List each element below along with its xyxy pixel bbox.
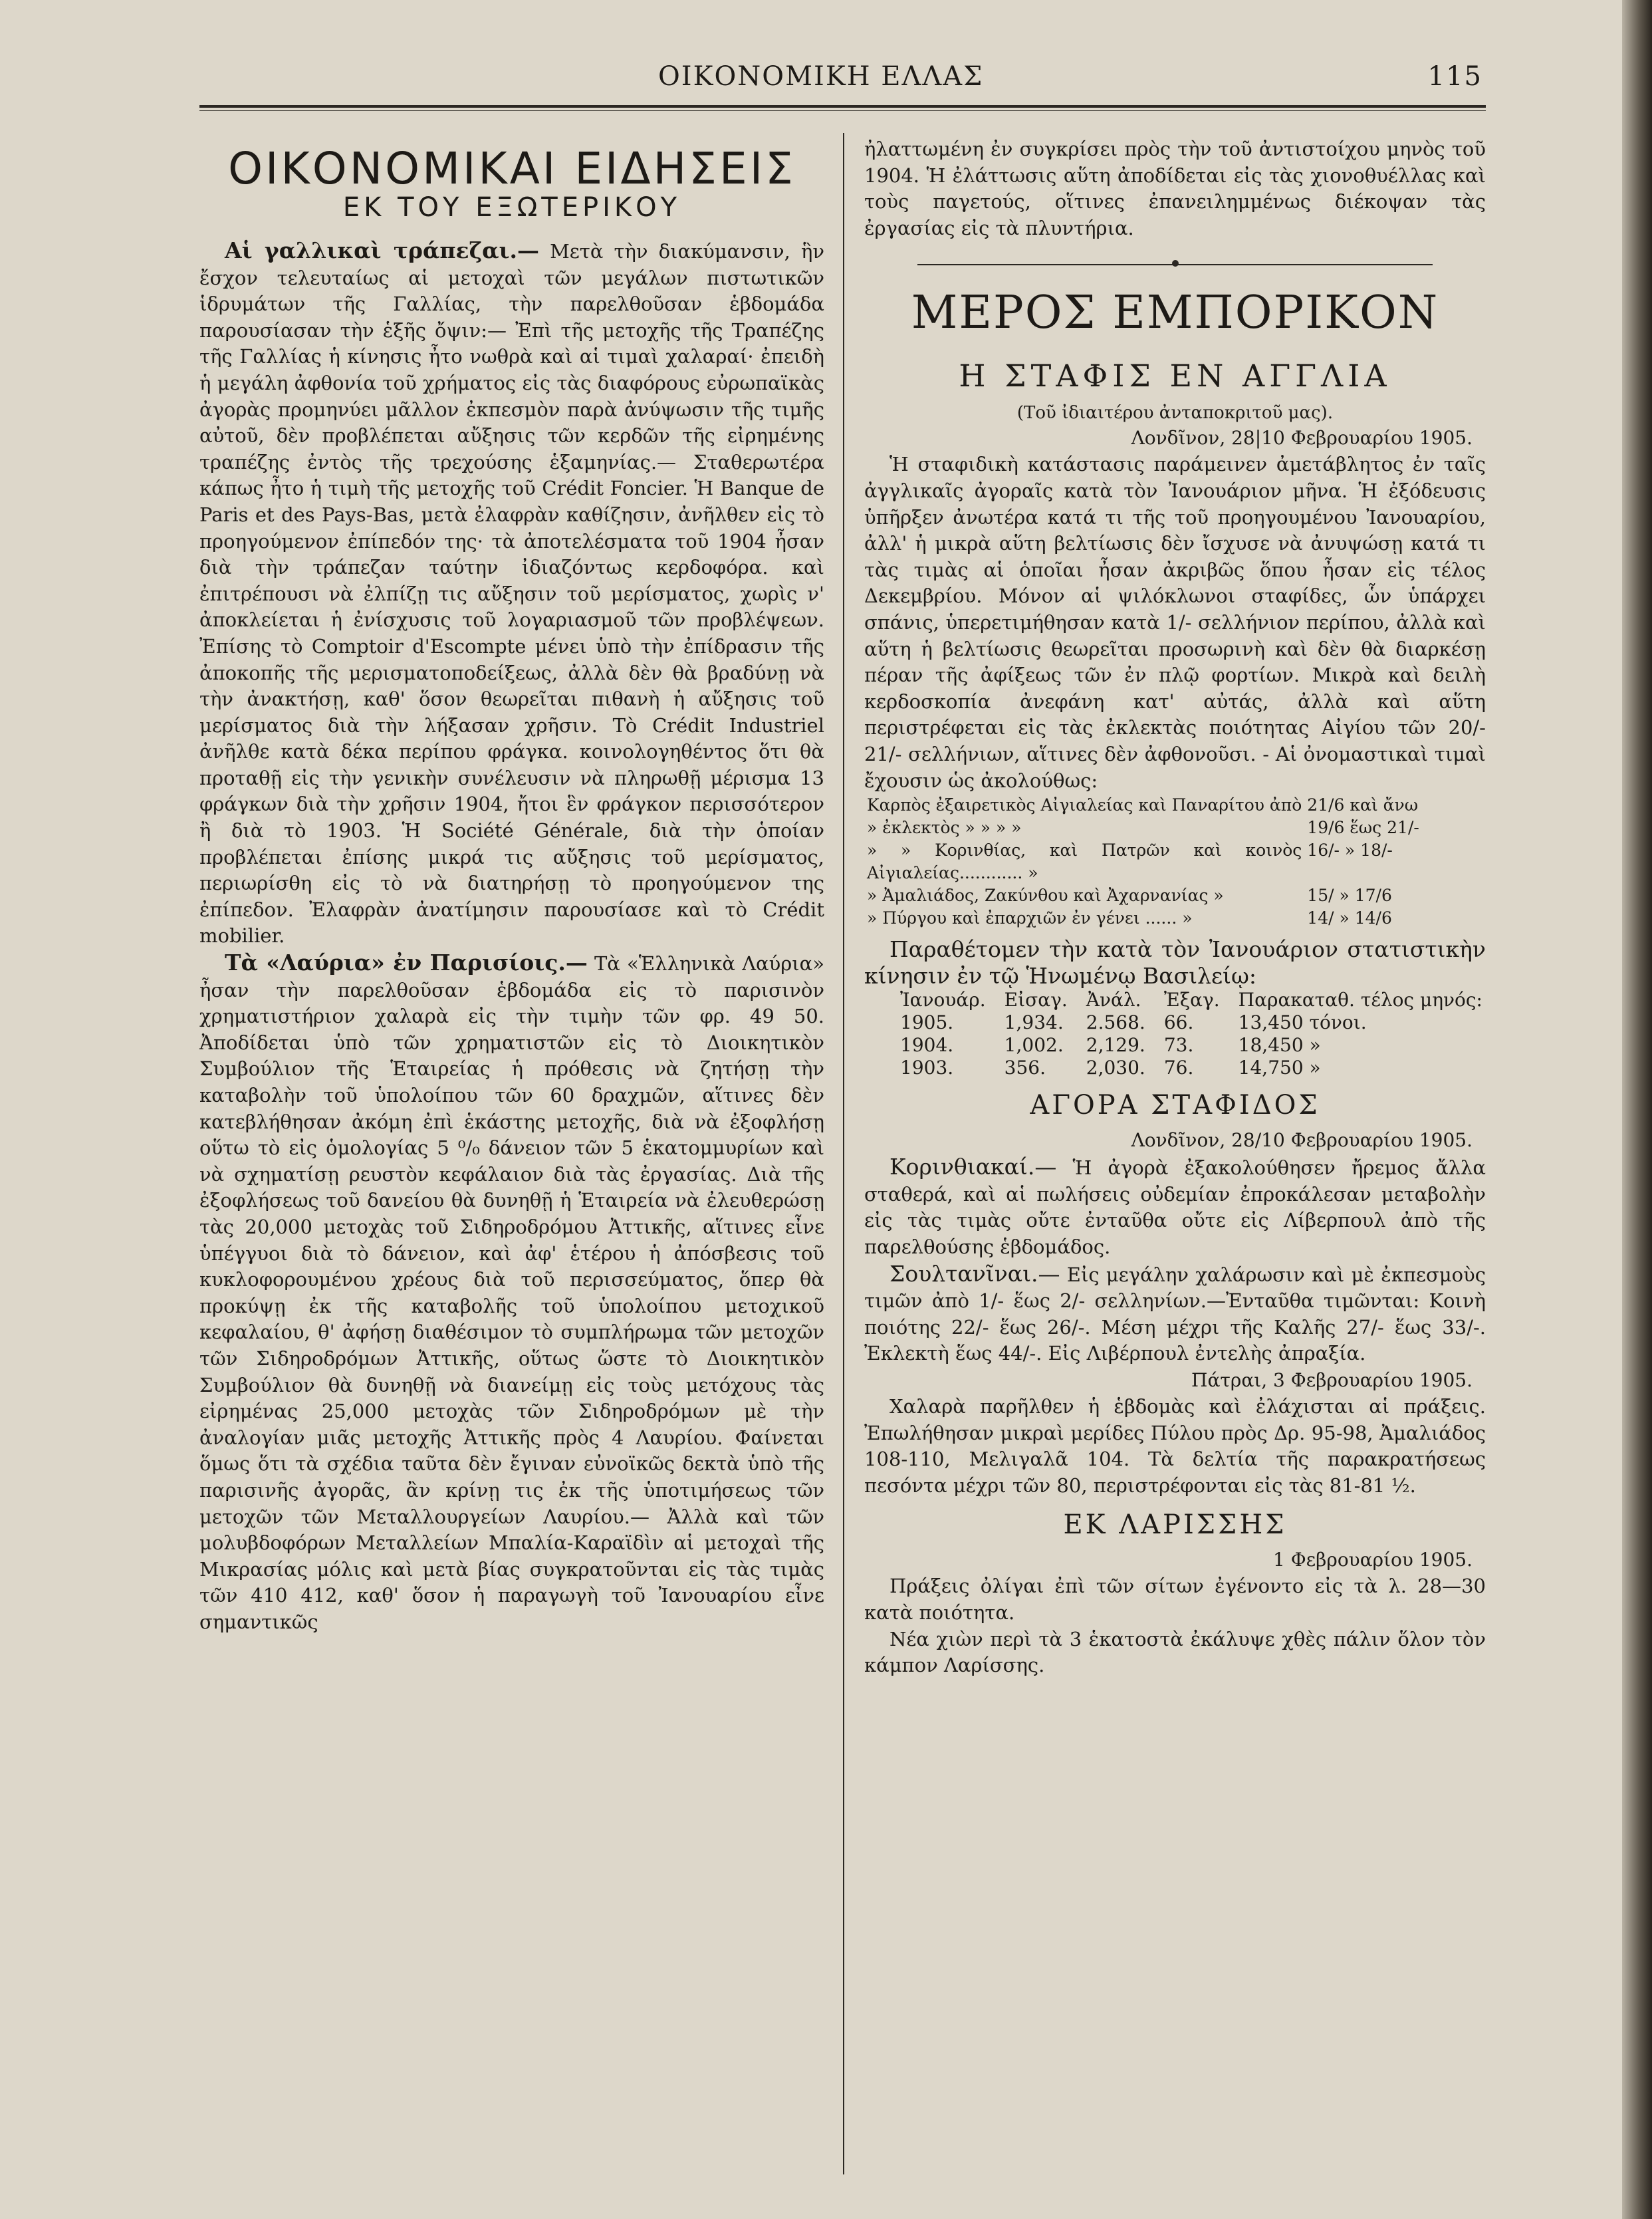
stats-cell: 1,002. xyxy=(1004,1034,1064,1057)
price-item: » ἐκλεκτὸς » » » » xyxy=(867,818,1022,838)
price-row xyxy=(864,884,1422,907)
stats-table xyxy=(891,989,1492,1079)
section-subheading: ΕΚ ΤΟΥ ΕΞΩΤΕΡΙΚΟΥ xyxy=(342,192,681,223)
page-number: 115 xyxy=(1427,61,1482,92)
running-title: ΟΙΚΟΝΟΜΙΚΗ ΕΛΛΑΣ xyxy=(658,61,984,92)
report-body: Εἰς μεγάλην χαλάρωσιν καὶ μὲ ἐκπεσμοὺς τιμῶν ἀπὸ 1/- ἕως 2/- σελληνίων.—Ἐνταῦθα τιμῶνται: Κοινὴ ποιότης 22/- ἕως 26/-. Μέση μέχρι τῆς Καλῆς 27/- ἕως 33/-. Ἐκλεκτὴ ἕως 44/-. Εἰς Λιβέρπουλ ἐντελὴς ἀπραξία. xyxy=(864,1263,1486,1365)
header-rule-thin xyxy=(199,110,1486,111)
continuation-text: ἠλαττωμένη ἐν συγκρίσει πρὸς τὴν τοῦ ἀντιστοίχου μηνὸς τοῦ 1904. Ἡ ἐλάττωσις αὕτη ἀποδίδεται εἰς τὰς χιονοθυέλλας καὶ τοὺς παγετούς, οἵτινες ἐπανειλημμένως διέκοψαν τὰς ἐργασίας εἰς τὰ πλυντήρια. xyxy=(864,138,1486,239)
report-body: Ἡ ἀγορὰ ἐξακολούθησεν ἤρεμος ἄλλα σταθερά, καὶ αἱ πωλήσεις οὐδεμίαν ἐπροκάλεσαν μεταβολὴν εἰς τὰς τιμὰς οὔτε ἐνταῦθα οὔτε εἰς Λίβερπουλ ἀπὸ τῆς παρελθούσης ἑβδομάδος. xyxy=(864,1156,1486,1259)
price-row xyxy=(864,839,1422,884)
larissa-dateline: 1 Φεβρουαρίου 1905. xyxy=(1273,1549,1473,1571)
header-rule xyxy=(199,105,1486,108)
left-column xyxy=(199,136,824,1635)
article-lead: Τὰ «Λαύρια» ἐν Παρισίοις.— xyxy=(225,950,588,976)
stats-cell: 73. xyxy=(1163,1034,1194,1057)
stats-cell: 1903. xyxy=(900,1057,954,1079)
patras-report: Χαλαρὰ παρῆλθεν ἡ ἑβδομὰς καὶ ἐλάχισται αἱ πράξεις. Ἐπωλήθησαν μικραὶ μερίδες Πύλου πρὸς Δρ. 95-98, Ἀμαλιάδος 108-110, Μελιγαλᾶ 104. Τὰ δελτία τῆς παρακρατήσεως πεσόντα μέχρι τῶν 80, περιστρέφονται εἰς τὰς 81-81 ½. xyxy=(864,1395,1486,1497)
stats-header: Ἀνάλ. xyxy=(1086,989,1141,1011)
price-value: 15/ » 17/6 xyxy=(1307,886,1392,906)
stats-header: Εἰσαγ. xyxy=(1004,989,1068,1011)
stats-cell: 13,450 τόνοι. xyxy=(1238,1011,1367,1034)
market-dateline: Λονδῖνον, 28/10 Φεβρουαρίου 1905. xyxy=(1131,1129,1473,1152)
report-lead: Σουλτανῖναι.— xyxy=(889,1260,1060,1287)
larissa-report: Νέα χιὼν περὶ τὰ 3 ἑκατοστὰ ἐκάλυψε χθὲς πάλιν ὅλον τὸν κάμπον Λαρίσσης. xyxy=(864,1627,1486,1677)
stats-cell: 14,750 » xyxy=(1238,1057,1321,1079)
separator-dot xyxy=(1172,260,1179,267)
stats-cell: 66. xyxy=(1163,1011,1194,1034)
sultanina-report xyxy=(864,1261,1486,1367)
article-body: Μετὰ τὴν διακύμανσιν, ἣν ἔσχον τελευταίως αἱ μετοχαὶ τῶν μεγάλων πιστωτικῶν ἱδρυμάτων τῆς Γαλλίας, τὴν παρελθοῦσαν ἑβδομάδα παρουσίασαν τὴν ἑξῆς ὄψιν:— Ἐπὶ τῆς μετοχῆς τῆς Τραπέζης τῆς Γαλλίας ἡ κίνησις ἦτο νωθρὰ καὶ αἱ τιμαὶ χαλαραί· ἐπειδὴ ἡ μεγάλη ἀφθονία τοῦ χρήματος εἰς τὰς διαφόρους εὐρωπαϊκὰς ἀγορὰς προμηνύει μᾶλλον ἐκπεσμὸν παρὰ ἀνύψωσιν τῆς τιμῆς αὐτοῦ, δὲν προβλέπεται αὔξησις τῶν κερδῶν τῆς εἰρημένης τραπέζης ἐντὸς τῆς τρεχούσης ἑξαμηνίας.— Σταθερωτέρα κάπως ἦτο ἡ τιμὴ τῆς μετοχῆς τοῦ Crédit Foncier. Ἡ Banque de Paris et des Pays-Bas, μετὰ ἐλαφρὰν καθίζησιν, ἀνῆλθεν εἰς τὸ προηγούμενον ἐπίπεδόν της· τὰ ἀποτελέσματα τοῦ 1904 ἦσαν διὰ τὴν τράπεζαν ταύτην ἰδιαζόντως κερδοφόρα. καὶ ἐπιτρέπουσι νὰ ἐλπίζῃ τις αὔξησιν τοῦ μερίσματος, χωρὶς ν' ἀποκλείεται ἡ ἐνίσχυσις τοῦ λογαριασμοῦ τῶν προβλέψεων. Ἐπίσης τὸ Comptoir d'Escompte μένει ὑπὸ τὴν ἐπίδρασιν τῆς ἀποκοπῆς τῆς μερισματοποδείξεως, ἀλλὰ δὲν θὰ βραδύνῃ νὰ τὴν ἀνακτήσῃ, καθ' ὅσον θεωρεῖται πιθανὴ ἡ αὔξησις τοῦ μερίσματος διὰ τὴν λήξασαν χρῆσιν. Τὸ Crédit Industriel ἀνῆλθε κατὰ δέκα περίπου φράγκα. κοινολογηθέντος ὅτι θὰ προταθῇ εἰς τὴν γενικὴν συνέλευσιν νὰ πληρωθῇ μέρισμα 13 φράγκων διὰ τὴν χρῆσιν 1904, ἤτοι ἓν φράγκον περισσότερον ἢ διὰ τὸ 1903. Ἡ Société Générale, διὰ τὴν ὁποίαν προβλέπεται ἐπίσης μικρά τις αὔξησις τοῦ μερίσματος, περιωρίσθη εἰς τὸ νὰ διατηρήσῃ τὸ προηγούμενον της ἐπίπεδον. Ἐλαφρὰν ἀνατίμησιν παρουσίασε καὶ τὸ Crédit mobilier. xyxy=(199,240,824,948)
price-row xyxy=(864,817,1422,839)
book-spine-shadow xyxy=(1622,0,1652,2219)
stats-cell: 1,934. xyxy=(1004,1011,1064,1034)
section-separator xyxy=(917,264,1433,265)
corinth-report xyxy=(864,1154,1486,1260)
stats-header: Παρακαταθ. τέλος μηνός: xyxy=(1238,989,1482,1011)
price-row xyxy=(864,794,1422,817)
stats-cell: 2,030. xyxy=(1086,1057,1145,1079)
price-item: Καρπὸς ἐξαιρετικὸς Αἰγιαλείας καὶ Παναρίτου ἀπὸ xyxy=(867,795,1302,815)
patras-dateline: Πάτραι, 3 Φεβρουαρίου 1905. xyxy=(1191,1369,1473,1392)
stats-cell: 2.568. xyxy=(1086,1011,1145,1034)
column-divider xyxy=(843,133,844,2174)
price-row xyxy=(864,907,1422,930)
london-report: Ἡ σταφιδικὴ κατάστασις παράμεινεν ἀμετάβλητος ἐν ταῖς ἀγγλικαῖς ἀγοραῖς κατὰ τὸν Ἰανουάριον μῆνα. Ἡ ἐξόδευσις ὑπῆρξεν ἀνωτέρα κατά τι τῆς τοῦ προηγουμένου Ἰανουαρίου, ἀλλ' ἡ μικρὰ αὕτη βελτίωσις δὲν ἴσχυσε νὰ ἀνυψώσῃ κατά τι τὰς τιμὰς αἱ ὁποῖαι ἦσαν ἀκριβῶς ὅπου ἦσαν εἰς τέλος Δεκεμβρίου. Μόνον αἱ ψιλόκλωνοι σταφίδες, ὧν ὑπάρχει σπάνις, ὑπερετιμήθησαν κατὰ 1/- σελλήνιον περίπου, ἀλλὰ καὶ αὕτη ἡ βελτίωσις θεωρεῖται προσωρινὴ καὶ δὲν θὰ διαρκέσῃ πέραν τῆς ἀφίξεως τῶν ἐν πλῷ φορτίων. Μικρὰ καὶ δειλὴ κερδοσκοπία ἀνεφάνη κατ' αὐτάς, ἀλλὰ καὶ αὕτη περιστρέφεται εἰς τὰς ἐκλεκτὰς ποιότητας Αἰγίου τῶν 20/- 21/- σελλήνιων, αἵτινες δὲν ἀφθονοῦσι. - Αἱ ὀνομαστικαὶ τιμαὶ ἔχουσιν ὡς ἀκολούθως: xyxy=(864,453,1486,792)
stats-header: Ἐξαγ. xyxy=(1163,989,1220,1011)
article-body: Τὰ «Ἑλληνικὰ Λαύρια» ἦσαν τὴν παρελθοῦσαν ἑβδομάδα εἰς τὸ παρισινὸν χρηματιστήριον χαλαρὰ εἰς τὴν τιμὴν τῶν φρ. 49 50. Ἀποδίδεται ὑπὸ τῶν χρηματιστῶν εἰς τὸ Διοικητικὸν Συμβούλιον τῆς Ἑταιρείας ἡ πρόθεσις νὰ ζητήσῃ τὴν καταβολὴν τοῦ ὑπολοίπου τῶν 60 δραχμῶν, αἵτινες δὲν κατεβλήθησαν ἀκόμη ἐπὶ ἑκάστης μετοχῆς, διὰ νὰ ἐξοφλήσῃ οὕτω τὸ εἰς ὁμολογίας 5 ⁰/₀ δάνειον τῶν 5 ἑκατομμυρίων καὶ νὰ σχηματίσῃ ρευστὸν κεφάλαιον διὰ τὰς ἐργασίας. Διὰ τῆς ἐξοφλήσεως τοῦ δανείου θὰ δυνηθῇ ἡ Ἑταιρεία νὰ ἐλευθερώσῃ τὰς 20,000 μετοχὰς τοῦ Σιδηροδρόμου Ἀττικῆς, αἵτινες εἶνε ὑπέγγυοι διὰ τὸ δάνειον, καὶ ἀφ' ἑτέρου ἡ ἀπόσβεσις τοῦ κυκλοφορουμένου χρέους διὰ τοῦ περισσεύματος, ὅπερ θὰ προκύψῃ ἐκ τῆς καταβολῆς τοῦ ὑπολοίπου μετοχικοῦ κεφαλαίου, θ' ἀφήσῃ διαθέσιμον τὸ συμπλήρωμα τῶν μετοχῶν τῶν Σιδηροδρόμων Ἀττικῆς, οὕτως ὥστε τὸ Διοικητικὸν Συμβούλιον θὰ δυνηθῇ νὰ διανείμῃ εἰς τοὺς μετόχους τὰς εἰρημένας 25,000 μετοχὰς τῶν Σιδηροδρόμων μὲ τὴν ἀναλογίαν μιᾶς μετοχῆς Ἀττικῆς πρὸς 4 Λαυρίου. Φαίνεται ὅμως ὅτι τὰ σχέδια ταῦτα δὲν ἔγιναν εὐνοϊκῶς δεκτὰ ὑπὸ τῆς παρισινῆς ἀγορᾶς, ἂν κρίνῃ τις ἐκ τῆς ὑποτιμήσεως τῶν μετοχῶν τῶν Μεταλλουργείων Λαυρίου.— Ἀλλὰ καὶ τῶν μολυβδοφόρων Μεταλλείων Μπαλία-Καραϊδὶν αἱ μετοχαὶ τῆς Μικρασίας μόλις καὶ μετὰ βίας συγκρατοῦνται εἰς τὰς τιμὰς τῶν 410 412, καθ' ὅσον ἡ παραγωγὴ τοῦ Ἰανουαρίου εἶνε σημαντικῶς xyxy=(199,952,825,1633)
market-heading: ΑΓΟΡΑ ΣΤΑΦΙΔΟΣ xyxy=(1030,1090,1320,1121)
stats-cell: 1905. xyxy=(900,1011,954,1034)
larissa-heading: ΕΚ ΛΑΡΙΣΣΗΣ xyxy=(1063,1509,1287,1541)
stats-row xyxy=(891,1011,1492,1034)
stats-cell: 2,129. xyxy=(1086,1034,1145,1057)
stats-cell: 356. xyxy=(1004,1057,1046,1079)
price-value: 16/- » 18/- xyxy=(1307,841,1393,860)
article-lead: Αἱ γαλλικαὶ τράπεζαι.— xyxy=(225,237,539,263)
article-french-banks xyxy=(199,237,824,950)
right-column xyxy=(864,136,1486,1679)
price-value: 14/ » 14/6 xyxy=(1307,908,1392,928)
stats-row xyxy=(891,1057,1492,1079)
price-item: » Ἀμαλιάδος, Ζακύνθου καὶ Ἀχαρνανίας » xyxy=(867,886,1224,906)
stats-row xyxy=(891,1034,1492,1057)
section-heading: ΟΙΚΟΝΟΜΙΚΑΙ ΕΙΔΗΣΕΙΣ xyxy=(228,143,796,194)
price-value: 19/6 ἕως 21/- xyxy=(1307,818,1419,838)
stats-header-row xyxy=(891,989,1492,1011)
larissa-report: Πράξεις ὀλίγαι ἐπὶ τῶν σίτων ἐγένοντο εἰς τὰ λ. 28—30 κατὰ ποιότητα. xyxy=(864,1575,1486,1624)
article-laurium xyxy=(199,950,824,1635)
staphis-heading: Η ΣΤΑΦΙΣ ΕΝ ΑΓΓΛΙΑ xyxy=(959,358,1391,394)
report-lead: Κορινθιακαί.— xyxy=(889,1154,1057,1180)
running-header xyxy=(199,61,1529,101)
price-value: 21/6 καὶ ἄνω xyxy=(1307,795,1419,815)
stats-header: Ἰανουάρ. xyxy=(900,989,986,1011)
stats-intro: Παραθέτομεν τὴν κατὰ τὸν Ἰανουάριον στατιστικὴν κίνησιν ἐν τῷ Ἡνωμένῳ Βασιλείῳ: xyxy=(864,936,1486,989)
stats-cell: 18,450 » xyxy=(1238,1034,1321,1057)
price-item: » Πύργου καὶ ἐπαρχιῶν ἐν γένει ...... » xyxy=(867,908,1193,928)
stats-cell: 76. xyxy=(1163,1057,1194,1079)
part-heading: ΜΕΡΟΣ ΕΜΠΟΡΙΚΟΝ xyxy=(911,287,1439,340)
price-table xyxy=(864,794,1422,930)
correspondent-note: (Τοῦ ἰδιαιτέρου ἀνταποκριτοῦ μας). xyxy=(1016,403,1334,424)
price-item: » » Κορινθίας, καὶ Πατρῶν καὶ κοινὸς Αἰγιαλείας............ » xyxy=(867,841,1302,883)
london-dateline: Λονδῖνον, 28|10 Φεβρουαρίου 1905. xyxy=(1131,427,1473,450)
stats-cell: 1904. xyxy=(900,1034,954,1057)
